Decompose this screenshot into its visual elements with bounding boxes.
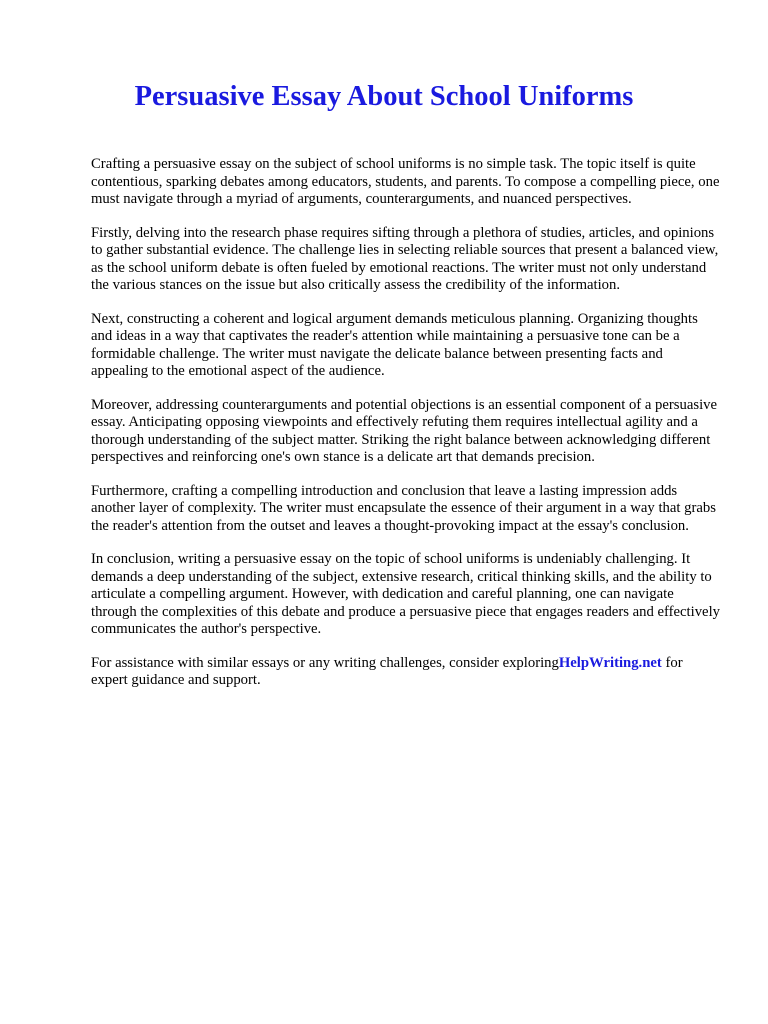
paragraph-argument: Next, constructing a coherent and logical argument demands meticulous planning. Organizing thoughts and ideas in a way that captivates the reader's attention while maintaining a persuasive tone can be a formidable challenge. The writer must navigate the delicate balance between presenting facts and appealing to the emotional aspect of the audience. — [91, 310, 698, 379]
closing-paragraph — [91, 655, 722, 690]
closing-text-after-link: for expert guidance and support. — [91, 654, 683, 688]
closing-text-before-link: For assistance with similar essays or any writing challenges, consider exploring — [91, 654, 559, 671]
helpwriting-link[interactable]: HelpWriting.net — [558, 654, 662, 671]
document-title: Persuasive Essay About School Uniforms — [134, 81, 634, 112]
paragraph-conclusion: In conclusion, writing a persuasive essay on the topic of school uniforms is undeniably challenging. It demands a deep understanding of the subject, extensive research, critical thinking skills, and the ability to articulate a compelling argument. However, with dedication and careful planning, one can navigate through the complexities of this debate and produce a persuasive piece that engages readers and effectively communicates the author's perspective. — [91, 551, 721, 637]
paragraph-intro: Crafting a persuasive essay on the subject of school uniforms is no simple task. The topic itself is quite contentious, sparking debates among educators, students, and parents. To compose a compelling piece, one must navigate through a myriad of arguments, counterarguments, and nuanced perspectives. — [91, 156, 720, 207]
paragraph-research: Firstly, delving into the research phase requires sifting through a plethora of studies, articles, and opinions to gather substantial evidence. The challenge lies in selecting reliable sources that present a balanced view, as the school uniform debate is often fueled by emotional reactions. The writer must not only understand the various stances on the issue but also critically assess the credibility of the information. — [91, 224, 719, 293]
paragraph-counterarguments: Moreover, addressing counterarguments and potential objections is an essential component of a persuasive essay. Anticipating opposing viewpoints and effectively refuting them requires intellectual agility and a thorough understanding of the subject matter. Striking the right balance between acknowledging different perspectives and reinforcing one's own stance is a delicate art that demands precision. — [91, 396, 718, 465]
paragraph-intro-conclusion: Furthermore, crafting a compelling introduction and conclusion that leave a lasting impression adds another layer of complexity. The writer must encapsulate the essence of their argument in a way that grabs the reader's attention from the outset and leaves a thought-provoking impact at the essay's conclusion. — [91, 482, 716, 534]
